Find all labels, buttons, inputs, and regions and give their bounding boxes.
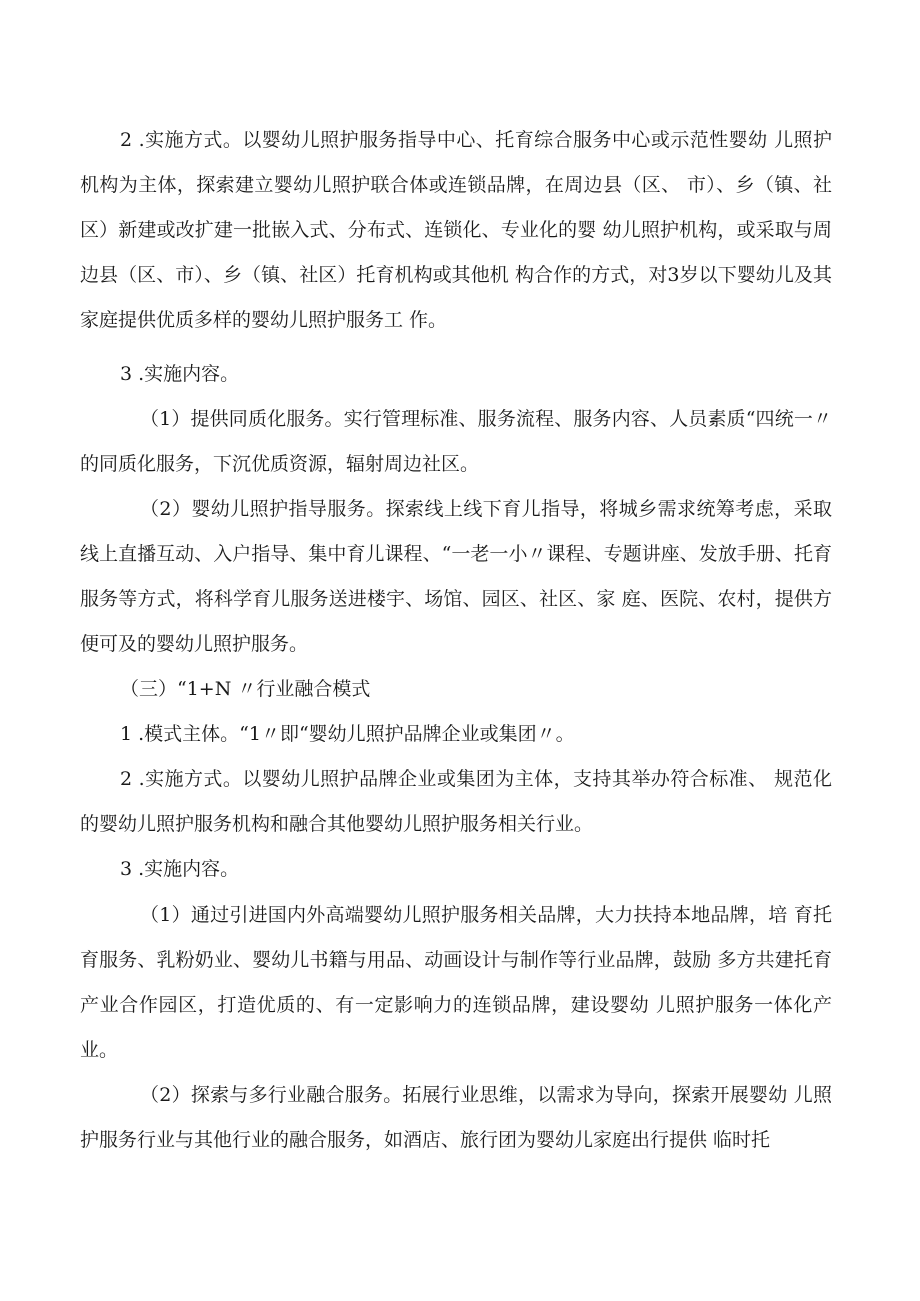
paragraph-implementation-content-heading-1: 3 .实施内容。: [120, 363, 240, 385]
paragraph-implementation-content-heading-2: 3 .实施内容。: [120, 858, 240, 880]
paragraph-industry-integration: （2）探索与多行业融合服务。拓展行业思维，以需求为导向，探索开展婴幼 儿照护服务行业与其他行业的融合服务，如酒店、旅行团为婴幼儿家庭出行提供 临时托: [80, 1084, 832, 1151]
paragraph-guidance-service: （2）婴幼儿照护指导服务。探索线上线下育儿指导，将城乡需求统筹考虑，采取线上直播互动、入户指导、集中育儿课程、“一老一小〃课程、专题讲座、发放手册、托育服务等方式，将科学育儿服务送进楼宇、场馆、园区、社区、家 庭、医院、农村，提供方便可及的婴幼儿照护服务。: [80, 498, 832, 655]
paragraph-homogeneous-service: （1）提供同质化服务。实行管理标准、服务流程、服务内容、人员素质“四统一〃的同质化服务，下沉优质资源，辐射周边社区。: [80, 408, 832, 475]
paragraph-brand-introduction: （1）通过引进国内外高端婴幼儿照护服务相关品牌，大力扶持本地品牌，培 育托育服务、乳粉奶业、婴幼儿书籍与用品、动画设计与制作等行业品牌，鼓励 多方共建托育产业合作园区，打造优质的、有一定影响力的连锁品牌，建设婴幼 儿照护服务一体化产业。: [80, 904, 832, 1061]
paragraph-implementation-method-2: 2 .实施方式。以婴幼儿照护品牌企业或集团为主体，支持其举办符合标准、 规范化的婴幼儿照护服务机构和融合其他婴幼儿照护服务相关行业。: [80, 768, 832, 835]
paragraph-model-subject: 1 .模式主体。“1〃即“婴幼儿照护品牌企业或集团〃。: [120, 723, 575, 745]
paragraph-implementation-method-1: 2 .实施方式。以婴幼儿照护服务指导中心、托育综合服务中心或示范性婴幼 儿照护机构为主体，探索建立婴幼儿照护联合体或连锁品牌，在周边县（区、 市）、乡（镇、社区）新建或改扩建一批嵌入式、分布式、连锁化、专业化的婴 幼儿照护机构，或采取与周边县（区、市）、乡（镇、社区）托育机构或其他机 构合作的方式，对3岁以下婴幼儿及其家庭提供优质多样的婴幼儿照护服务工 作。: [80, 129, 832, 331]
section-heading-1plusN: （三）“1+N 〃行业融合模式: [120, 678, 371, 700]
